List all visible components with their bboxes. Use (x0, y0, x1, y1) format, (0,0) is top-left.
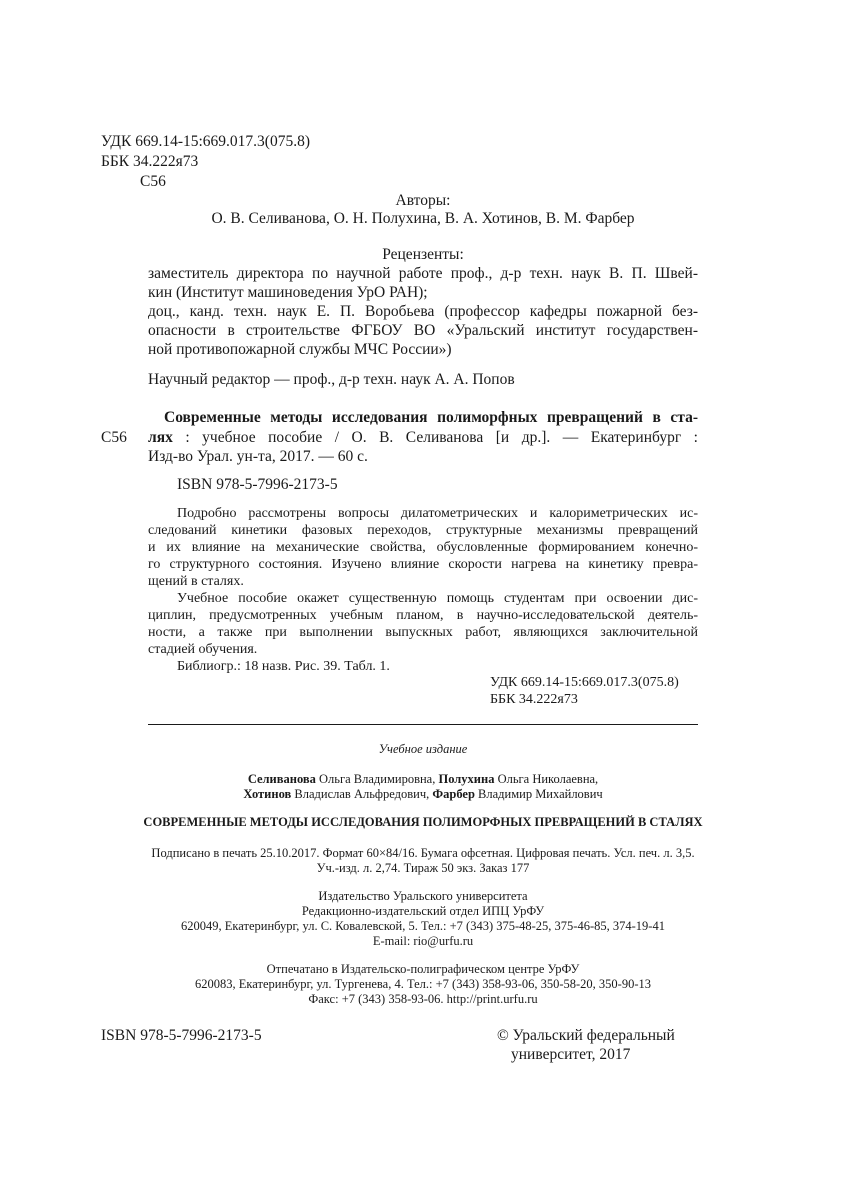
publisher-line: Редакционно-издательский отдел ИПЦ УрФУ (301, 904, 545, 918)
author-given-name: Владислав Альфредович, (291, 787, 433, 801)
annotation-line: Подробно рассмотрены вопросы дилатометрических и калориметрических ис- (177, 506, 698, 521)
reviewer-line: ной противопожарной службы МЧС России») (148, 341, 452, 358)
authors-heading: Авторы: (395, 192, 451, 209)
printer-line: Отпечатано в Издательско-полиграфическом центре УрФУ (266, 962, 580, 976)
divider (148, 724, 698, 725)
annotation-line: циплин, предусмотренных учебным планом, в научно-исследовательской деятель- (148, 608, 698, 623)
reviewer-line: заместитель директора по научной работе проф., д-р техн. наук В. П. Швей- (148, 265, 698, 282)
bbk-code: ББК 34.222я73 (101, 153, 199, 170)
record-line-2-rest: : учебное пособие / О. В. Селиванова [и др.]. — Екатеринбург : (172, 429, 698, 446)
annotation-line: Учебное пособие окажет существенную помощь студентам при освоении дис- (177, 591, 698, 606)
reviewers-heading: Рецензенты: (382, 246, 464, 263)
record-title-end: лях (148, 429, 173, 446)
record-line-3: Изд-во Урал. ун-та, 2017. — 60 с. (148, 448, 368, 465)
reviewer-line: кин (Институт машиноведения УрО РАН); (148, 284, 428, 301)
author-surname: Фарбер (432, 787, 475, 801)
authors-names: О. В. Селиванова, О. Н. Полухина, В. А. Хотинов, В. М. Фарбер (211, 210, 635, 227)
author-surname: Хотинов (243, 787, 292, 801)
record-title-line: Современные методы исследования полиморфных превращений в ста- (164, 409, 698, 426)
publisher-line: Издательство Уральского университета (318, 889, 528, 903)
printer-fax-url: Факс: +7 (343) 358-93-06. http://print.urfu.ru (308, 992, 538, 1006)
annotation-line: следований кинетики фазовых переходов, структурные механизмы превращений (148, 523, 698, 538)
annotation-line: го структурного состояния. Изучено влияние скорости нагрева на кинетику превра- (148, 557, 698, 572)
copyright-line: © Уральский федеральный (497, 1027, 675, 1044)
annotation-line: ности, а также при выполнении выпускных работ, являющихся заключительной (148, 625, 698, 640)
annotation-line: и их влияние на механические свойства, обусловленные формированием конечно- (148, 540, 698, 555)
book-title-caps: СОВРЕМЕННЫЕ МЕТОДЫ ИССЛЕДОВАНИЯ ПОЛИМОРФНЫХ ПРЕВРАЩЕНИЙ В СТАЛЯХ (143, 815, 703, 829)
printer-line: 620083, Екатеринбург, ул. Тургенева, 4. Тел.: +7 (343) 358-93-06, 350-58-20, 350-90-13 (195, 977, 651, 991)
author-given-name: Ольга Николаевна, (494, 772, 599, 786)
copyright-line: университет, 2017 (511, 1046, 631, 1063)
udk-code: УДК 669.14-15:669.017.3(075.8) (101, 133, 310, 150)
isbn-line: ISBN 978-5-7996-2173-5 (177, 476, 338, 493)
record-line-2 (148, 428, 698, 448)
author-mark: С56 (140, 173, 166, 190)
reviewer-line: опасности в строительстве ФГБОУ ВО «Уральский институт государствен- (148, 322, 698, 339)
author-surname: Полухина (438, 772, 495, 786)
author-given-name: Ольга Владимировна, (315, 772, 439, 786)
annotation-line: стадией обучения. (148, 642, 258, 657)
publisher-email: E-mail: rio@urfu.ru (372, 934, 474, 948)
annotation-line: щений в сталях. (148, 574, 244, 589)
edition-label: Учебное издание (378, 742, 468, 756)
scientific-editor: Научный редактор — проф., д-р техн. наук А. А. Попов (148, 371, 515, 388)
print-info-line: Уч.-изд. л. 2,74. Тираж 50 экз. Заказ 177 (316, 861, 530, 875)
annotation-bbk: ББК 34.222я73 (490, 692, 578, 707)
author-surname: Селиванова (247, 772, 316, 786)
author-list-line-1 (148, 772, 698, 788)
bibliography-info: Библиогр.: 18 назв. Рис. 39. Табл. 1. (177, 659, 390, 674)
footer-isbn: ISBN 978-5-7996-2173-5 (101, 1027, 262, 1044)
author-list-line-2 (148, 787, 698, 803)
print-info-line: Подписано в печать 25.10.2017. Формат 60×84/16. Бумага офсетная. Цифровая печать. Усл. печ. л. 3,5. (151, 846, 695, 860)
author-given-name: Владимир Михайлович (474, 787, 603, 801)
annotation-udk: УДК 669.14-15:669.017.3(075.8) (490, 675, 679, 690)
reviewer-line: доц., канд. техн. наук Е. П. Воробьева (профессор кафедры пожарной без- (148, 303, 698, 320)
publisher-line: 620049, Екатеринбург, ул. С. Ковалевской, 5. Тел.: +7 (343) 375-48-25, 375-46-85, 374-19-41 (181, 919, 665, 933)
record-mark: С56 (101, 429, 127, 446)
